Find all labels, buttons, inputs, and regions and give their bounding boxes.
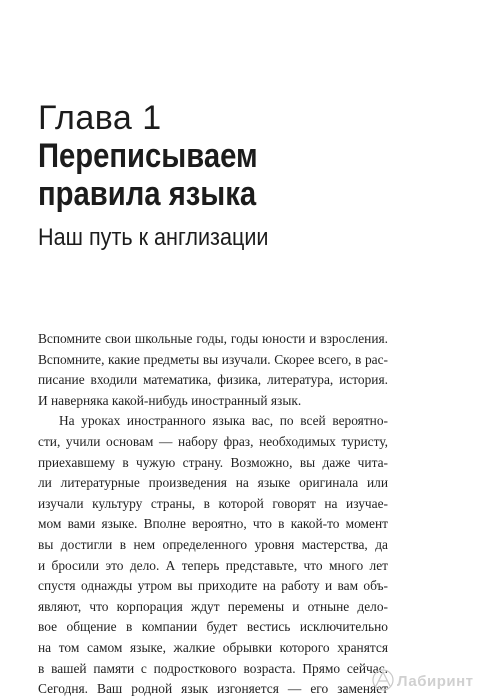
paragraph-2-line-12: на том самом языке, жалкие обрывки которого хранятся (38, 639, 388, 655)
paragraph-2-line-1: На уроках иностранного языка вас, по всей вероятно- (59, 413, 388, 429)
paragraph-2-line-8: и бросили это дело. А теперь представьте, что много лет (38, 557, 388, 573)
paragraph-2-line-5: изучали культуру страны, в которой говорят на изучае- (38, 495, 388, 511)
chapter-heading (38, 100, 458, 252)
paragraph-2-line-11: вое общение в компании будет вестись исключительно (38, 619, 388, 635)
paragraph-2-line-13: в вашей памяти с подросткового возраста. Прямо сейчас. (38, 660, 388, 676)
paragraph-1-line-3: писание входили математика, физика, литература, история. (38, 372, 388, 388)
chapter-title-line-1: Переписываем (38, 137, 258, 175)
paragraph-1-line-2: Вспомните, какие предметы вы изучали. Скорее всего, в рас- (38, 351, 388, 367)
labirint-watermark (370, 666, 475, 694)
paragraph-1-line-4: И наверняка какой-нибудь иностранный язык. (38, 392, 302, 408)
paragraph-1-line-1: Вспомните свои школьные годы, годы юности и взросления. (38, 331, 388, 346)
paragraph-2-line-10: являют, что корпорация ждут перемены и отныне дело- (38, 598, 388, 614)
paragraph-2-line-7: вы достигли в нем определенного уровня мастерства, да (38, 536, 388, 552)
body-text (38, 329, 388, 700)
paragraph-2-line-4: ли литературные произведения на языке оригинала или (38, 475, 388, 491)
paragraph-2-line-6: мом вами языке. Вполне вероятно, что в какой-то момент (38, 516, 388, 532)
paragraph-2-line-3: приехавшему в чужую страну. Возможно, вы даже чита- (38, 454, 388, 470)
paragraph-2-line-9: спустя однажды утром вы приходите на работу и вам объ- (38, 578, 388, 594)
chapter-number: Глава 1 (38, 99, 162, 137)
watermark-text: Лабиринт (397, 673, 474, 690)
labirint-logo-icon (373, 670, 393, 690)
paragraph-2-line-14: Сегодня. Ваш родной язык изгоняется — его заменяет (38, 681, 388, 697)
paragraph-2-line-2: сти, учили основам — набору фраз, необходимых туристу, (38, 433, 388, 449)
chapter-title-line-2: правила языка (38, 175, 257, 213)
chapter-subtitle: Наш путь к англизации (38, 224, 269, 251)
